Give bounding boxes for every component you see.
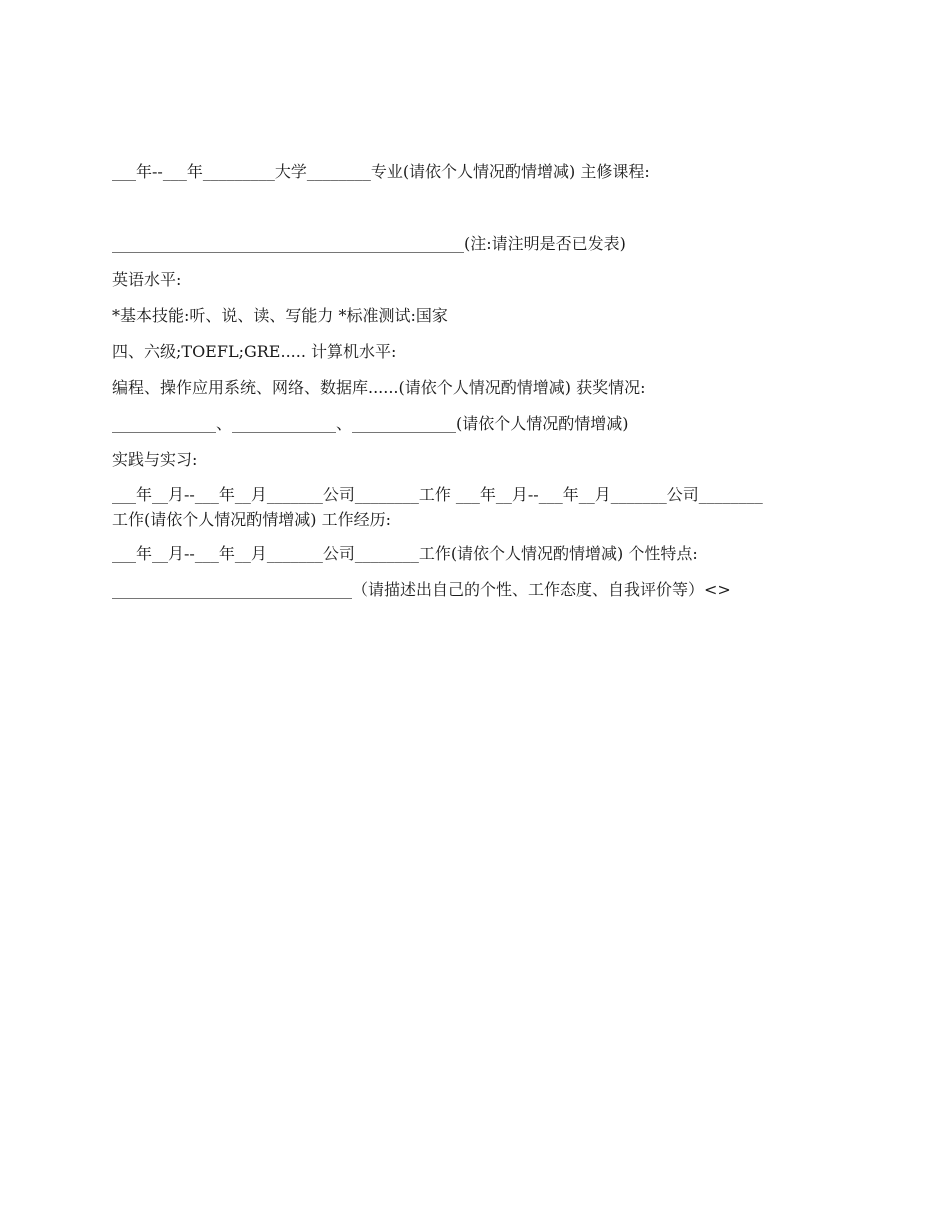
internship-line: ___年__月--___年__月_______公司________工作 ___年__月--___年__月_______公司________: [112, 485, 763, 504]
basic-skills-line: *基本技能:听、说、读、写能力 *标准测试:国家: [112, 306, 448, 325]
education-line: ___年--___年_________大学________专业(请依个人情况酌情增减) 主修课程:: [112, 162, 650, 181]
english-level-heading: 英语水平:: [112, 270, 182, 289]
work-personality-line: ___年__月--___年__月_______公司________工作(请依个人情况酌情增减) 个性特点:: [112, 544, 698, 563]
work-experience-line: 工作(请依个人情况酌情增减) 工作经历:: [112, 510, 391, 529]
computer-awards-line: 编程、操作应用系统、网络、数据库......(请依个人情况酌情增减) 获奖情况:: [112, 378, 646, 397]
practice-heading: 实践与实习:: [112, 450, 198, 469]
awards-blanks-line: _____________、_____________、_____________(请依个人情况酌情增减): [112, 414, 629, 433]
exam-computer-line: 四、六级;TOEFL;GRE..... 计算机水平:: [112, 342, 397, 361]
self-evaluation-line: ______________________________（请描述出自己的个性、工作态度、自我评价等）<>: [112, 580, 731, 599]
publication-note-line: ____________________________________________(注:请注明是否已发表): [112, 234, 626, 253]
